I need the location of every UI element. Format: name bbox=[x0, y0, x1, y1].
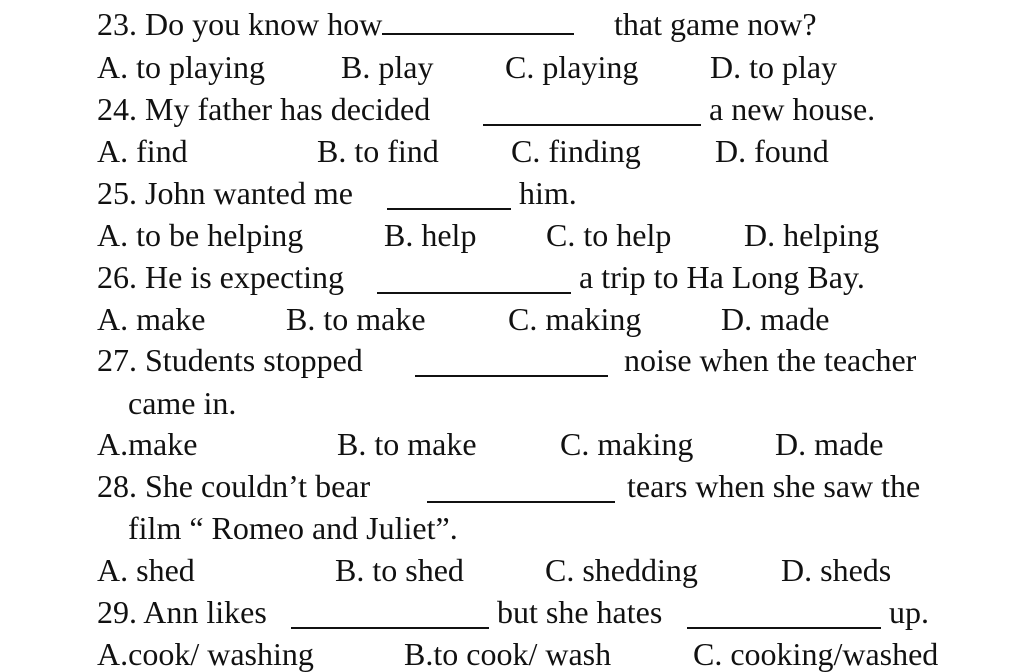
question-23-blank[interactable] bbox=[382, 7, 574, 35]
q26-option-b[interactable]: B. to make bbox=[286, 301, 426, 337]
question-29-blank-2[interactable] bbox=[687, 601, 881, 629]
question-27-text-continued: came in. bbox=[128, 385, 237, 421]
q24-option-d[interactable]: D. found bbox=[715, 133, 829, 169]
question-28-text-before: 28. She couldn’t bear bbox=[97, 468, 371, 504]
question-29-text-after: up. bbox=[889, 594, 929, 630]
q26-option-c[interactable]: C. making bbox=[508, 301, 642, 337]
question-23-text-after: that game now? bbox=[614, 6, 817, 42]
q25-option-a[interactable]: A. to be helping bbox=[97, 217, 304, 253]
q26-option-d[interactable]: D. made bbox=[721, 301, 830, 337]
q28-option-d[interactable]: D. sheds bbox=[781, 552, 892, 588]
q28-option-b[interactable]: B. to shed bbox=[335, 552, 464, 588]
q25-option-b[interactable]: B. help bbox=[384, 217, 477, 253]
q25-option-d[interactable]: D. helping bbox=[744, 217, 880, 253]
q28-option-a[interactable]: A. shed bbox=[97, 552, 195, 588]
q28-option-c[interactable]: C. shedding bbox=[545, 552, 698, 588]
question-24-text-before: 24. My father has decided bbox=[97, 91, 431, 127]
question-29-blank-1[interactable] bbox=[291, 601, 489, 629]
q23-option-b[interactable]: B. play bbox=[341, 49, 434, 85]
question-26-blank[interactable] bbox=[377, 266, 571, 294]
q23-option-a[interactable]: A. to playing bbox=[97, 49, 265, 85]
question-23-stem bbox=[97, 6, 574, 42]
q23-option-c[interactable]: C. playing bbox=[505, 49, 639, 85]
question-29-text-before: 29. Ann likes bbox=[97, 594, 267, 630]
q24-option-a[interactable]: A. find bbox=[97, 133, 188, 169]
q27-option-d[interactable]: D. made bbox=[775, 426, 884, 462]
question-26-text-after: a trip to Ha Long Bay. bbox=[579, 259, 865, 295]
question-24-blank[interactable] bbox=[483, 98, 701, 126]
question-27-text-after: noise when the teacher bbox=[624, 342, 917, 378]
question-26-text-before: 26. He is expecting bbox=[97, 259, 345, 295]
q27-option-b[interactable]: B. to make bbox=[337, 426, 477, 462]
question-25-text-before: 25. John wanted me bbox=[97, 175, 353, 211]
question-27-blank[interactable] bbox=[415, 349, 608, 377]
q29-option-c[interactable]: C. cooking/washed bbox=[693, 636, 939, 672]
question-23-text-before: 23. Do you know how bbox=[97, 6, 383, 42]
question-28-text-after: tears when she saw the bbox=[627, 468, 921, 504]
question-27-text-before: 27. Students stopped bbox=[97, 342, 363, 378]
q23-option-d[interactable]: D. to play bbox=[710, 49, 838, 85]
q27-option-c[interactable]: C. making bbox=[560, 426, 694, 462]
q24-option-b[interactable]: B. to find bbox=[317, 133, 439, 169]
q29-option-a[interactable]: A.cook/ washing bbox=[97, 636, 314, 672]
question-25-blank[interactable] bbox=[387, 182, 511, 210]
q29-option-b[interactable]: B.to cook/ wash bbox=[404, 636, 612, 672]
question-28-blank[interactable] bbox=[427, 475, 615, 503]
question-28-text-continued: film “ Romeo and Juliet”. bbox=[128, 510, 458, 546]
q25-option-c[interactable]: C. to help bbox=[546, 217, 672, 253]
q27-option-a[interactable]: A.make bbox=[97, 426, 198, 462]
question-25-text-after: him. bbox=[519, 175, 577, 211]
question-29-text-middle: but she hates bbox=[497, 594, 663, 630]
q26-option-a[interactable]: A. make bbox=[97, 301, 206, 337]
question-24-text-after: a new house. bbox=[709, 91, 876, 127]
q24-option-c[interactable]: C. finding bbox=[511, 133, 641, 169]
